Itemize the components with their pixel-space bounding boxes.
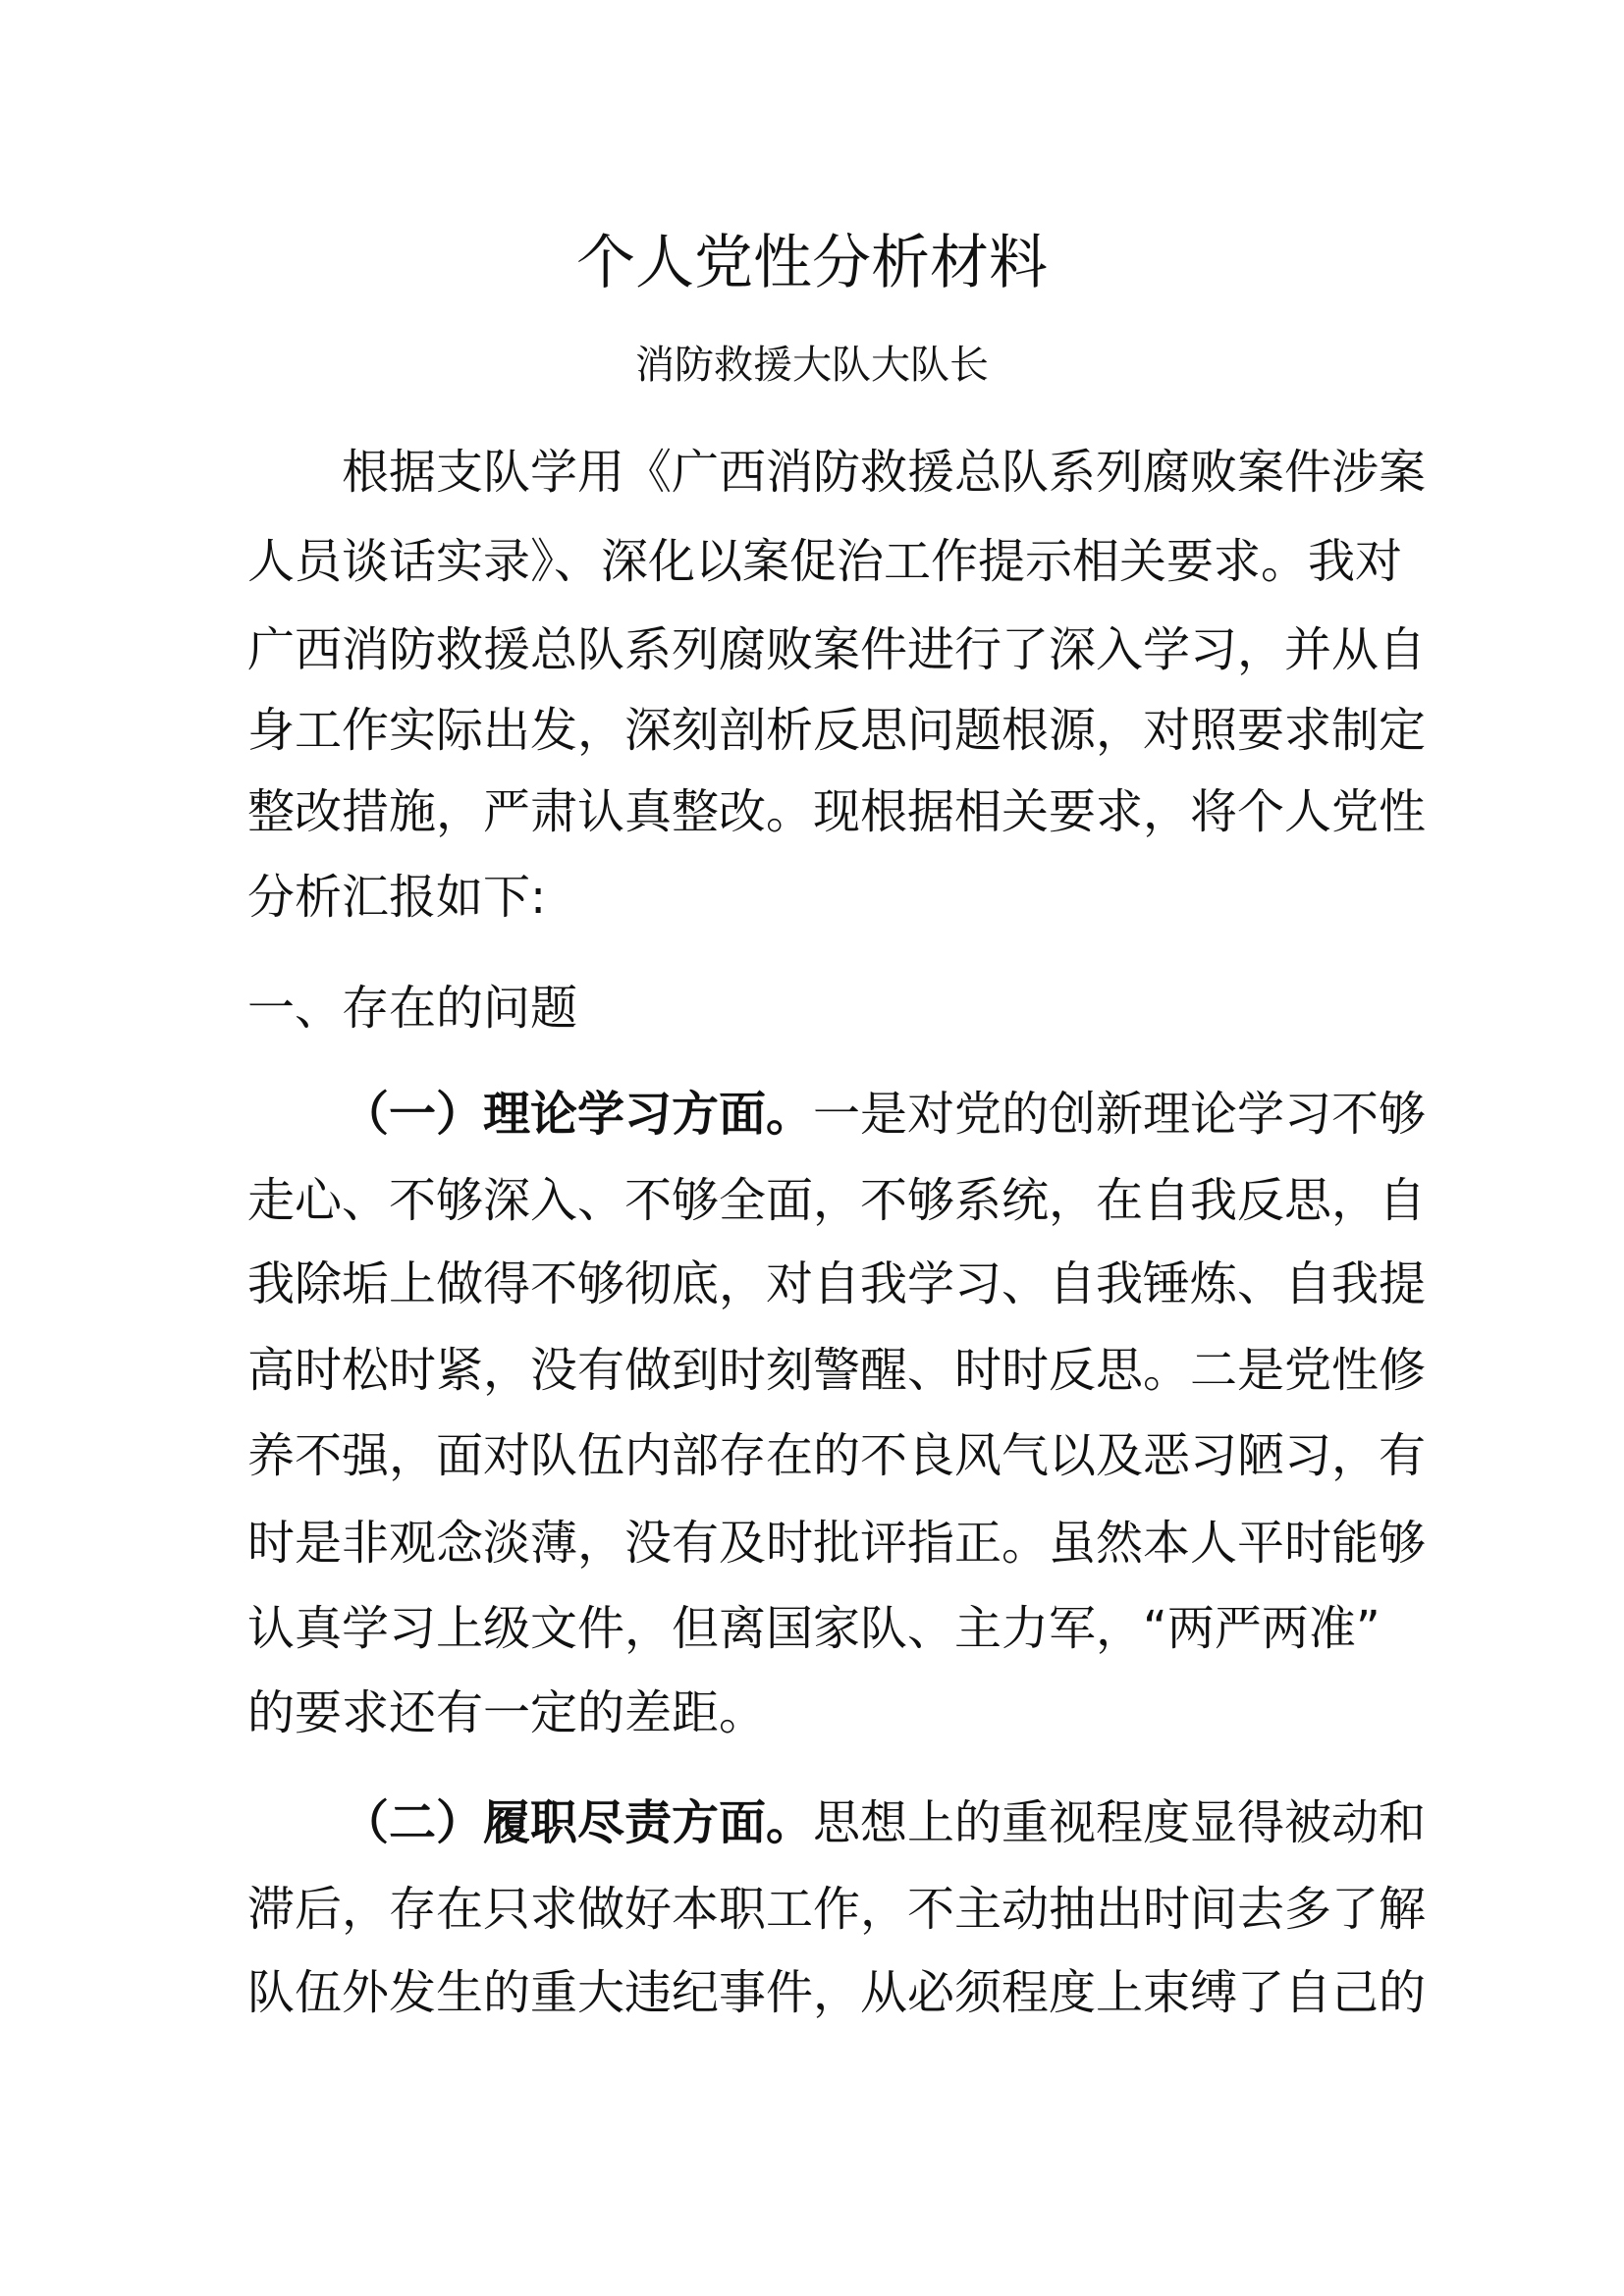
item2-line: 队伍外发生的重大违纪事件，从必须程度上束缚了自己的 xyxy=(247,1965,1427,2020)
item2-line: 滞后，存在只求做好本职工作，不主动抽出时间去多了解 xyxy=(247,1882,1427,1937)
item1-line: 我除垢上做得不够彻底，对自我学习、自我锤炼、自我提 xyxy=(247,1256,1427,1311)
item1-first-line xyxy=(247,1070,1427,1158)
item1-line: 的要求还有一定的差距。 xyxy=(247,1685,767,1740)
intro-line: 分析汇报如下: xyxy=(247,870,547,925)
intro-line: 整改措施，严肃认真整改。现根据相关要求，将个人党性 xyxy=(247,784,1427,839)
item1-heading: （一）理论学习方面。 xyxy=(342,1087,814,1142)
item2-heading: （二）履职尽责方面。 xyxy=(342,1795,814,1850)
item1-line: 高时松时紧，没有做到时刻警醒、时时反思。二是党性修 xyxy=(247,1343,1427,1398)
item1-line: 养不强，面对队伍内部存在的不良风气以及恶习陋习，有 xyxy=(247,1428,1427,1483)
document-title: 个人党性分析材料 xyxy=(576,229,1048,297)
item2-text: 思想上的重视程度显得被动和 xyxy=(813,1795,1427,1850)
intro-line: 人员谈话实录》、深化以案促治工作提示相关要求。我对 xyxy=(247,534,1403,589)
intro-line: 根据支队学用《广西消防救援总队系列腐败案件涉案 xyxy=(342,445,1427,500)
item1-line: 走心、不够深入、不够全面，不够系统，在自我反思，自 xyxy=(247,1173,1427,1228)
intro-line: 广西消防救援总队系列腐败案件进行了深入学习，并从自 xyxy=(247,622,1427,677)
item1-line: 时是非观念淡薄，没有及时批评指正。虽然本人平时能够 xyxy=(247,1516,1427,1571)
section-heading: 一、存在的问题 xyxy=(247,981,578,1036)
item1-text: 一是对党的创新理论学习不够 xyxy=(813,1087,1427,1142)
intro-line: 身工作实际出发，深刻剖析反思问题根源，对照要求制定 xyxy=(247,703,1427,758)
item2-first-line xyxy=(247,1779,1427,1867)
document-subtitle: 消防救援大队大队长 xyxy=(635,343,989,388)
item1-line: 认真学习上级文件，但离国家队、主力军，“两严两准” xyxy=(247,1601,1380,1656)
